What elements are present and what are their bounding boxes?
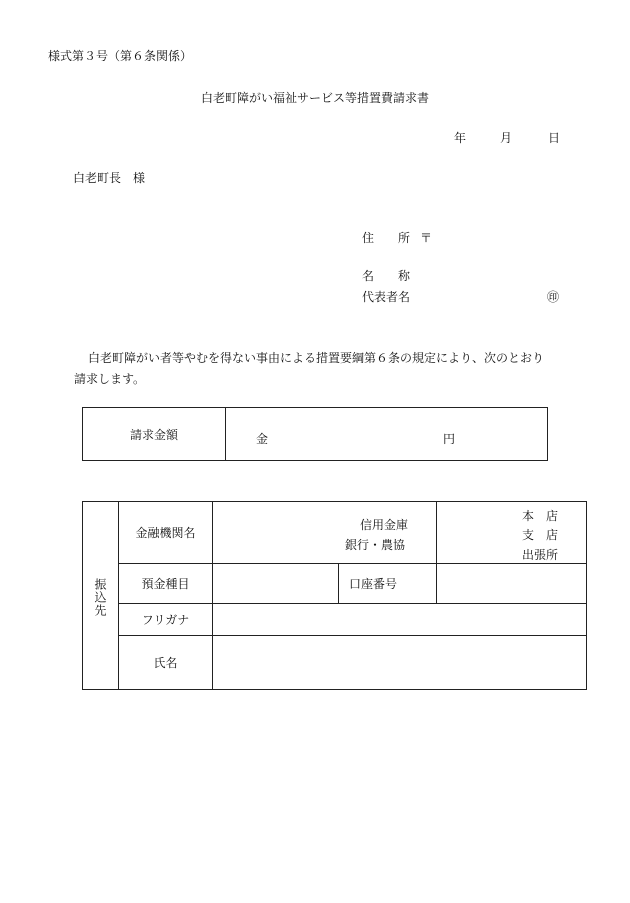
seal-mark: ㊞ bbox=[547, 290, 560, 304]
branch-main-office: 本 店 bbox=[521, 509, 558, 523]
transfer-section-label: 振込先 bbox=[83, 502, 119, 690]
body-text-line1: 白老町障がい者等やむを得ない事由による措置要綱第６条の規定により、次のとおり bbox=[88, 351, 545, 365]
address-label: 住 所 bbox=[362, 231, 411, 245]
addressee: 白老町長 様 bbox=[73, 171, 146, 185]
amount-prefix: 金 bbox=[256, 432, 269, 446]
document-title: 白老町障がい福祉サービス等措置費請求書 bbox=[200, 91, 429, 105]
branch-branch-office: 支 店 bbox=[521, 528, 558, 542]
amount-label: 請求金額 bbox=[83, 408, 226, 461]
representative-label: 代表者名 bbox=[362, 290, 411, 304]
branch-sub-office: 出張所 bbox=[521, 548, 558, 562]
date-month-label: 月 bbox=[500, 131, 513, 145]
account-holder-label: 氏名 bbox=[119, 636, 213, 690]
body-text-line2: 請求します。 bbox=[74, 372, 146, 386]
date-year-label: 年 bbox=[454, 131, 467, 145]
deposit-type-label: 預金種目 bbox=[119, 564, 213, 604]
form-number: 様式第３号（第６条関係） bbox=[48, 49, 193, 63]
bank-name-label: 金融機関名 bbox=[119, 502, 213, 564]
account-number-field[interactable] bbox=[437, 564, 587, 604]
name-label: 名 称 bbox=[362, 269, 411, 283]
amount-field[interactable] bbox=[226, 408, 548, 461]
date-day-label: 日 bbox=[548, 131, 561, 145]
account-holder-field[interactable] bbox=[213, 636, 587, 690]
postal-mark: 〒 bbox=[420, 231, 433, 245]
furigana-field[interactable] bbox=[213, 604, 587, 636]
deposit-type-field[interactable] bbox=[213, 564, 339, 604]
transfer-table bbox=[82, 501, 587, 690]
bank-name-field[interactable] bbox=[213, 502, 437, 564]
account-number-label: 口座番号 bbox=[339, 564, 437, 604]
bank-type-bank-noukyou: 銀行・農協 bbox=[344, 538, 405, 552]
branch-field[interactable] bbox=[437, 502, 587, 564]
furigana-label: フリガナ bbox=[119, 604, 213, 636]
bank-type-shinkin: 信用金庫 bbox=[359, 518, 408, 532]
amount-unit: 円 bbox=[443, 432, 456, 446]
amount-table bbox=[82, 407, 548, 461]
